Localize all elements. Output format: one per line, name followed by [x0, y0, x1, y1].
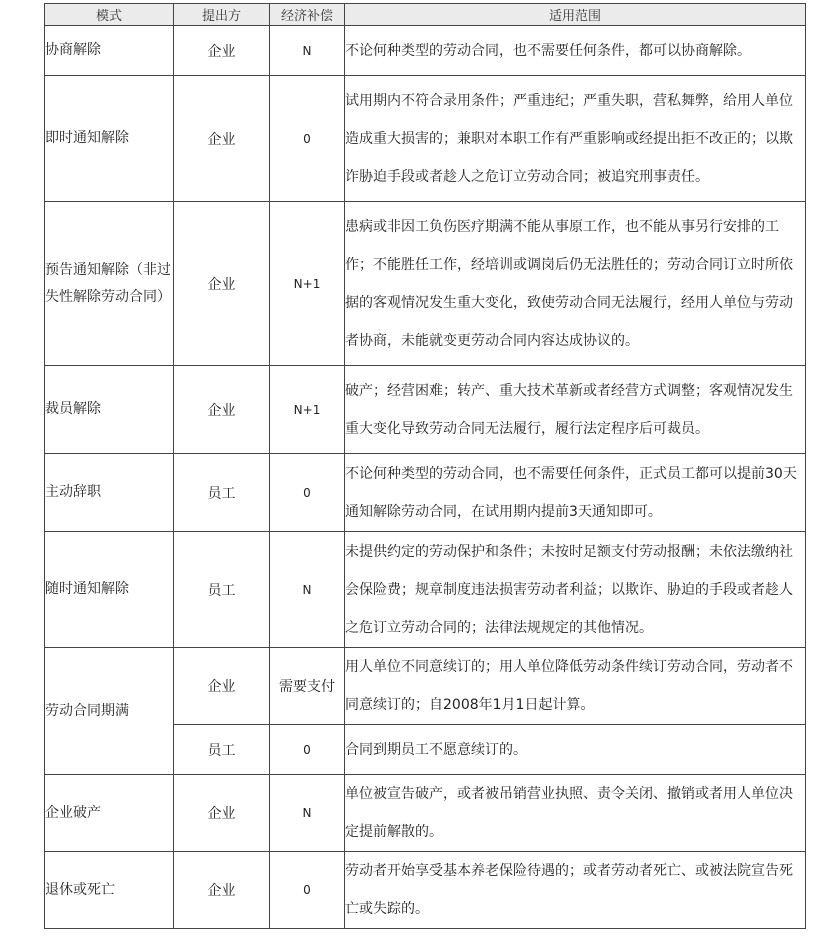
compensation-cell: N+1	[270, 202, 345, 366]
mode-cell: 协商解除	[45, 26, 174, 76]
scope-cell: 劳动者开始享受基本养老保险待遇的；或者劳动者死亡、或被法院宣告死亡或失踪的。	[345, 852, 806, 929]
scope-cell: 单位被宣告破产，或者被吊销营业执照、责令关闭、撤销或者用人单位决定提前解散的。	[345, 775, 806, 852]
party-cell: 员工	[174, 725, 270, 775]
scope-cell: 合同到期员工不愿意续订的。	[345, 725, 806, 775]
party-cell: 企业	[174, 648, 270, 725]
party-cell: 员工	[174, 454, 270, 532]
compensation-cell: 0	[270, 454, 345, 532]
compensation-cell: N	[270, 26, 345, 76]
compensation-cell: 0	[270, 852, 345, 929]
labor-contract-table	[44, 3, 806, 929]
mode-cell: 随时通知解除	[45, 532, 174, 648]
scope-cell: 未提供约定的劳动保护和条件；未按时足额支付劳动报酬；未依法缴纳社会保险费；规章制度违法损害劳动者利益；以欺诈、胁迫的手段或者趁人之危订立劳动合同的；法律法规规定的其他情况。	[345, 532, 806, 648]
mode-cell: 退休或死亡	[45, 852, 174, 929]
table-row	[45, 26, 806, 76]
mode-cell: 劳动合同期满	[45, 648, 174, 775]
mode-cell: 企业破产	[45, 775, 174, 852]
scope-cell: 试用期内不符合录用条件；严重违纪；严重失职，营私舞弊，给用人单位造成重大损害的；兼职对本职工作有严重影响或经提出拒不改正的；以欺诈胁迫手段或者趁人之危订立劳动合同；被追究刑事责任。	[345, 76, 806, 202]
scope-cell: 患病或非因工负伤医疗期满不能从事原工作，也不能从事另行安排的工作；不能胜任工作，经培训或调岗后仍无法胜任的；劳动合同订立时所依据的客观情况发生重大变化，致使劳动合同无法履行，经用人单位与劳动者协商，未能就变更劳动合同内容达成协议的。	[345, 202, 806, 366]
compensation-cell: N+1	[270, 366, 345, 454]
scope-cell: 用人单位不同意续订的；用人单位降低劳动条件续订劳动合同，劳动者不同意续订的；自2008年1月1日起计算。	[345, 648, 806, 725]
compensation-cell: 0	[270, 725, 345, 775]
table-row	[45, 366, 806, 454]
party-cell: 企业	[174, 76, 270, 202]
party-cell: 企业	[174, 775, 270, 852]
compensation-cell: 需要支付	[270, 648, 345, 725]
table-row	[45, 76, 806, 202]
header-mode: 模式	[45, 4, 174, 26]
header-scope: 适用范围	[345, 4, 806, 26]
scope-cell: 不论何种类型的劳动合同，也不需要任何条件，正式员工都可以提前30天通知解除劳动合同，在试用期内提前3天通知即可。	[345, 454, 806, 532]
party-cell: 企业	[174, 26, 270, 76]
table-row	[45, 852, 806, 929]
header-row	[45, 4, 806, 26]
compensation-cell: N	[270, 532, 345, 648]
mode-cell: 主动辞职	[45, 454, 174, 532]
mode-cell: 裁员解除	[45, 366, 174, 454]
mode-cell: 预告通知解除（非过失性解除劳动合同）	[45, 202, 174, 366]
party-cell: 企业	[174, 202, 270, 366]
scope-cell: 不论何种类型的劳动合同，也不需要任何条件，都可以协商解除。	[345, 26, 806, 76]
table-row	[45, 532, 806, 648]
scope-cell: 破产；经营困难；转产、重大技术革新或者经营方式调整；客观情况发生重大变化导致劳动合同无法履行，履行法定程序后可裁员。	[345, 366, 806, 454]
table-row	[45, 202, 806, 366]
table-row	[45, 454, 806, 532]
party-cell: 员工	[174, 532, 270, 648]
compensation-cell: N	[270, 775, 345, 852]
table-row	[45, 648, 806, 725]
table-row	[45, 775, 806, 852]
header-party: 提出方	[174, 4, 270, 26]
compensation-cell: 0	[270, 76, 345, 202]
party-cell: 企业	[174, 852, 270, 929]
mode-cell: 即时通知解除	[45, 76, 174, 202]
party-cell: 企业	[174, 366, 270, 454]
header-compensation: 经济补偿	[270, 4, 345, 26]
